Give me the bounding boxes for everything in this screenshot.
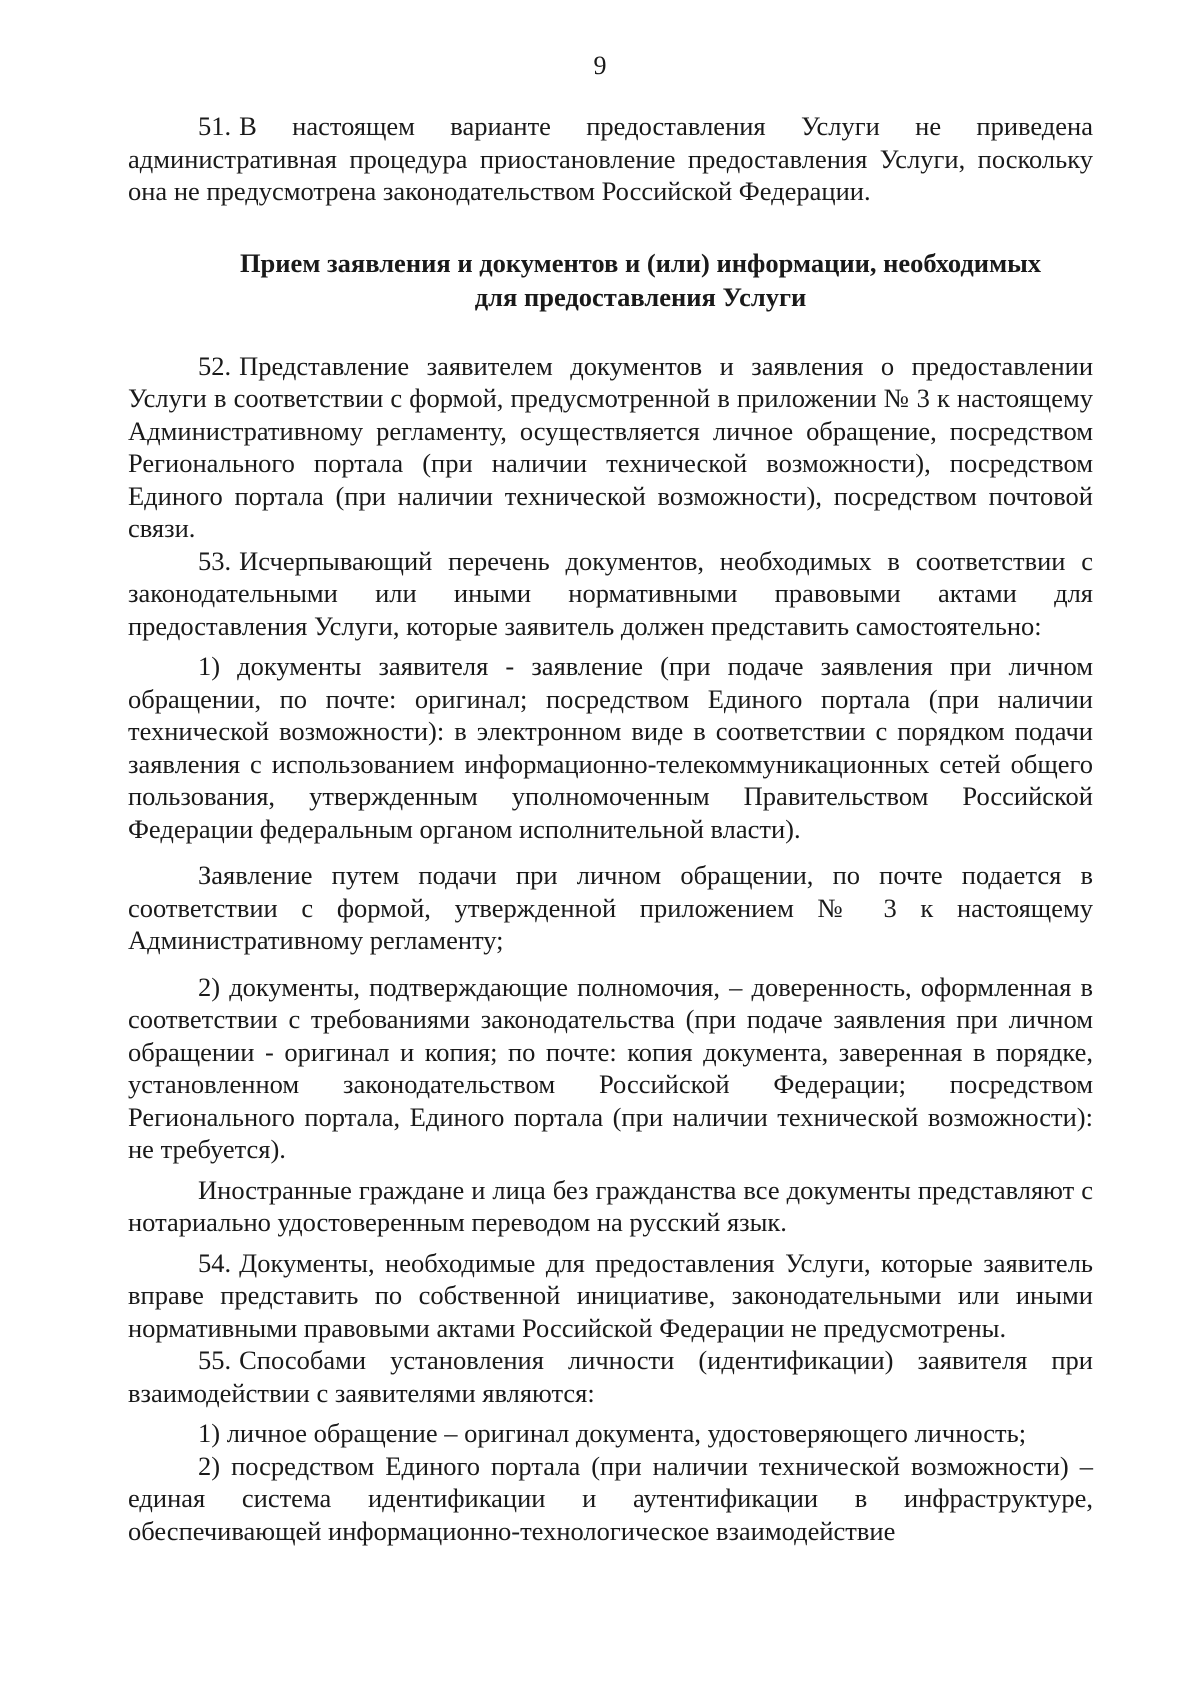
section-heading-line-2: для предоставления Услуги <box>474 281 807 312</box>
paragraph-text: Исчерпывающий перечень документов, необходимых в соответствии с законодательными или иными нормативными правовыми актами для предоставления Услуги, которые заявитель должен представить самостоятельно: <box>128 545 1093 641</box>
paragraph-52 <box>128 350 1093 545</box>
paragraph-number: 54. <box>198 1247 232 1278</box>
paragraph-text: Документы, необходимые для предоставления Услуги, которые заявитель вправе представить по собственной инициативе, законодательными или иными нормативными правовыми актами Российской Федерации не предусмотрены. <box>128 1247 1093 1343</box>
page-number: 9 <box>593 51 607 80</box>
paragraph-53-foreign-citizens: Иностранные граждане и лица без гражданства все документы представляют с нотариально удостоверенным переводом на русский язык. <box>128 1174 1093 1237</box>
paragraph-number: 51. <box>198 111 232 141</box>
paragraph-number: 52. <box>198 350 232 381</box>
paragraph-text: Представление заявителем документов и заявления о предоставлении Услуги в соответствии с формой, предусмотренной в приложении № 3 к настоящему Административному регламенту, осуществляется личное обращение, посредством Регионального портала (при наличии технической возможности), посредством Единого портала (при наличии технической возможности), посредством почтовой связи. <box>128 350 1093 543</box>
paragraph-number: 55. <box>198 1345 232 1375</box>
paragraph-53-item-1-note: Заявление путем подачи при личном обращении, по почте подается в соответствии с формой, утвержденной приложением № 3 к настоящему Административному регламенту; <box>128 860 1093 955</box>
paragraph-54 <box>128 1247 1093 1345</box>
section-heading <box>128 246 1093 314</box>
paragraph-55-item-2: 2) посредством Единого портала (при наличии технической возможности) – единая система идентификации и аутентификации в инфраструктуре, обеспечивающей информационно-технологическое взаимодействие <box>128 1450 1093 1546</box>
document-body <box>128 110 1093 1547</box>
paragraph-53-item-1: 1) документы заявителя - заявление (при подаче заявления при личном обращении, по почте: оригинал; посредством Единого портала (при наличии технической возможности): в электронном виде в соответствии с порядком подачи заявления с использованием информационно-телекоммуникационных сетей общего пользования, утвержденным уполномоченным Правительством Российской Федерации федеральным органом исполнительной власти). <box>128 651 1093 844</box>
paragraph-53 <box>128 545 1093 643</box>
section-heading-line-1: Прием заявления и документов и (или) информации, необходимых <box>239 247 1042 278</box>
paragraph-text: Способами установления личности (идентификации) заявителя при взаимодействии с заявителями являются: <box>128 1345 1093 1408</box>
paragraph-number: 53. <box>198 545 232 576</box>
paragraph-text: В настоящем варианте предоставления Услуги не приведена административная процедура приостановление предоставления Услуги, поскольку она не предусмотрена законодательством Российской Федерации. <box>128 111 1093 206</box>
paragraph-55 <box>128 1344 1093 1409</box>
paragraph-51 <box>128 110 1093 208</box>
paragraph-53-item-2: 2) документы, подтверждающие полномочия, – доверенность, оформленная в соответствии с требованиями законодательства (при подаче заявления при личном обращении - оригинал и копия; по почте: копия документа, заверенная в порядке, установленном законодательством Российской Федерации; посредством Регионального портала, Единого портала (при наличии технической возможности): не требуется). <box>128 971 1093 1164</box>
paragraph-55-item-1: 1) личное обращение – оригинал документа, удостоверяющего личность; <box>198 1418 1027 1448</box>
